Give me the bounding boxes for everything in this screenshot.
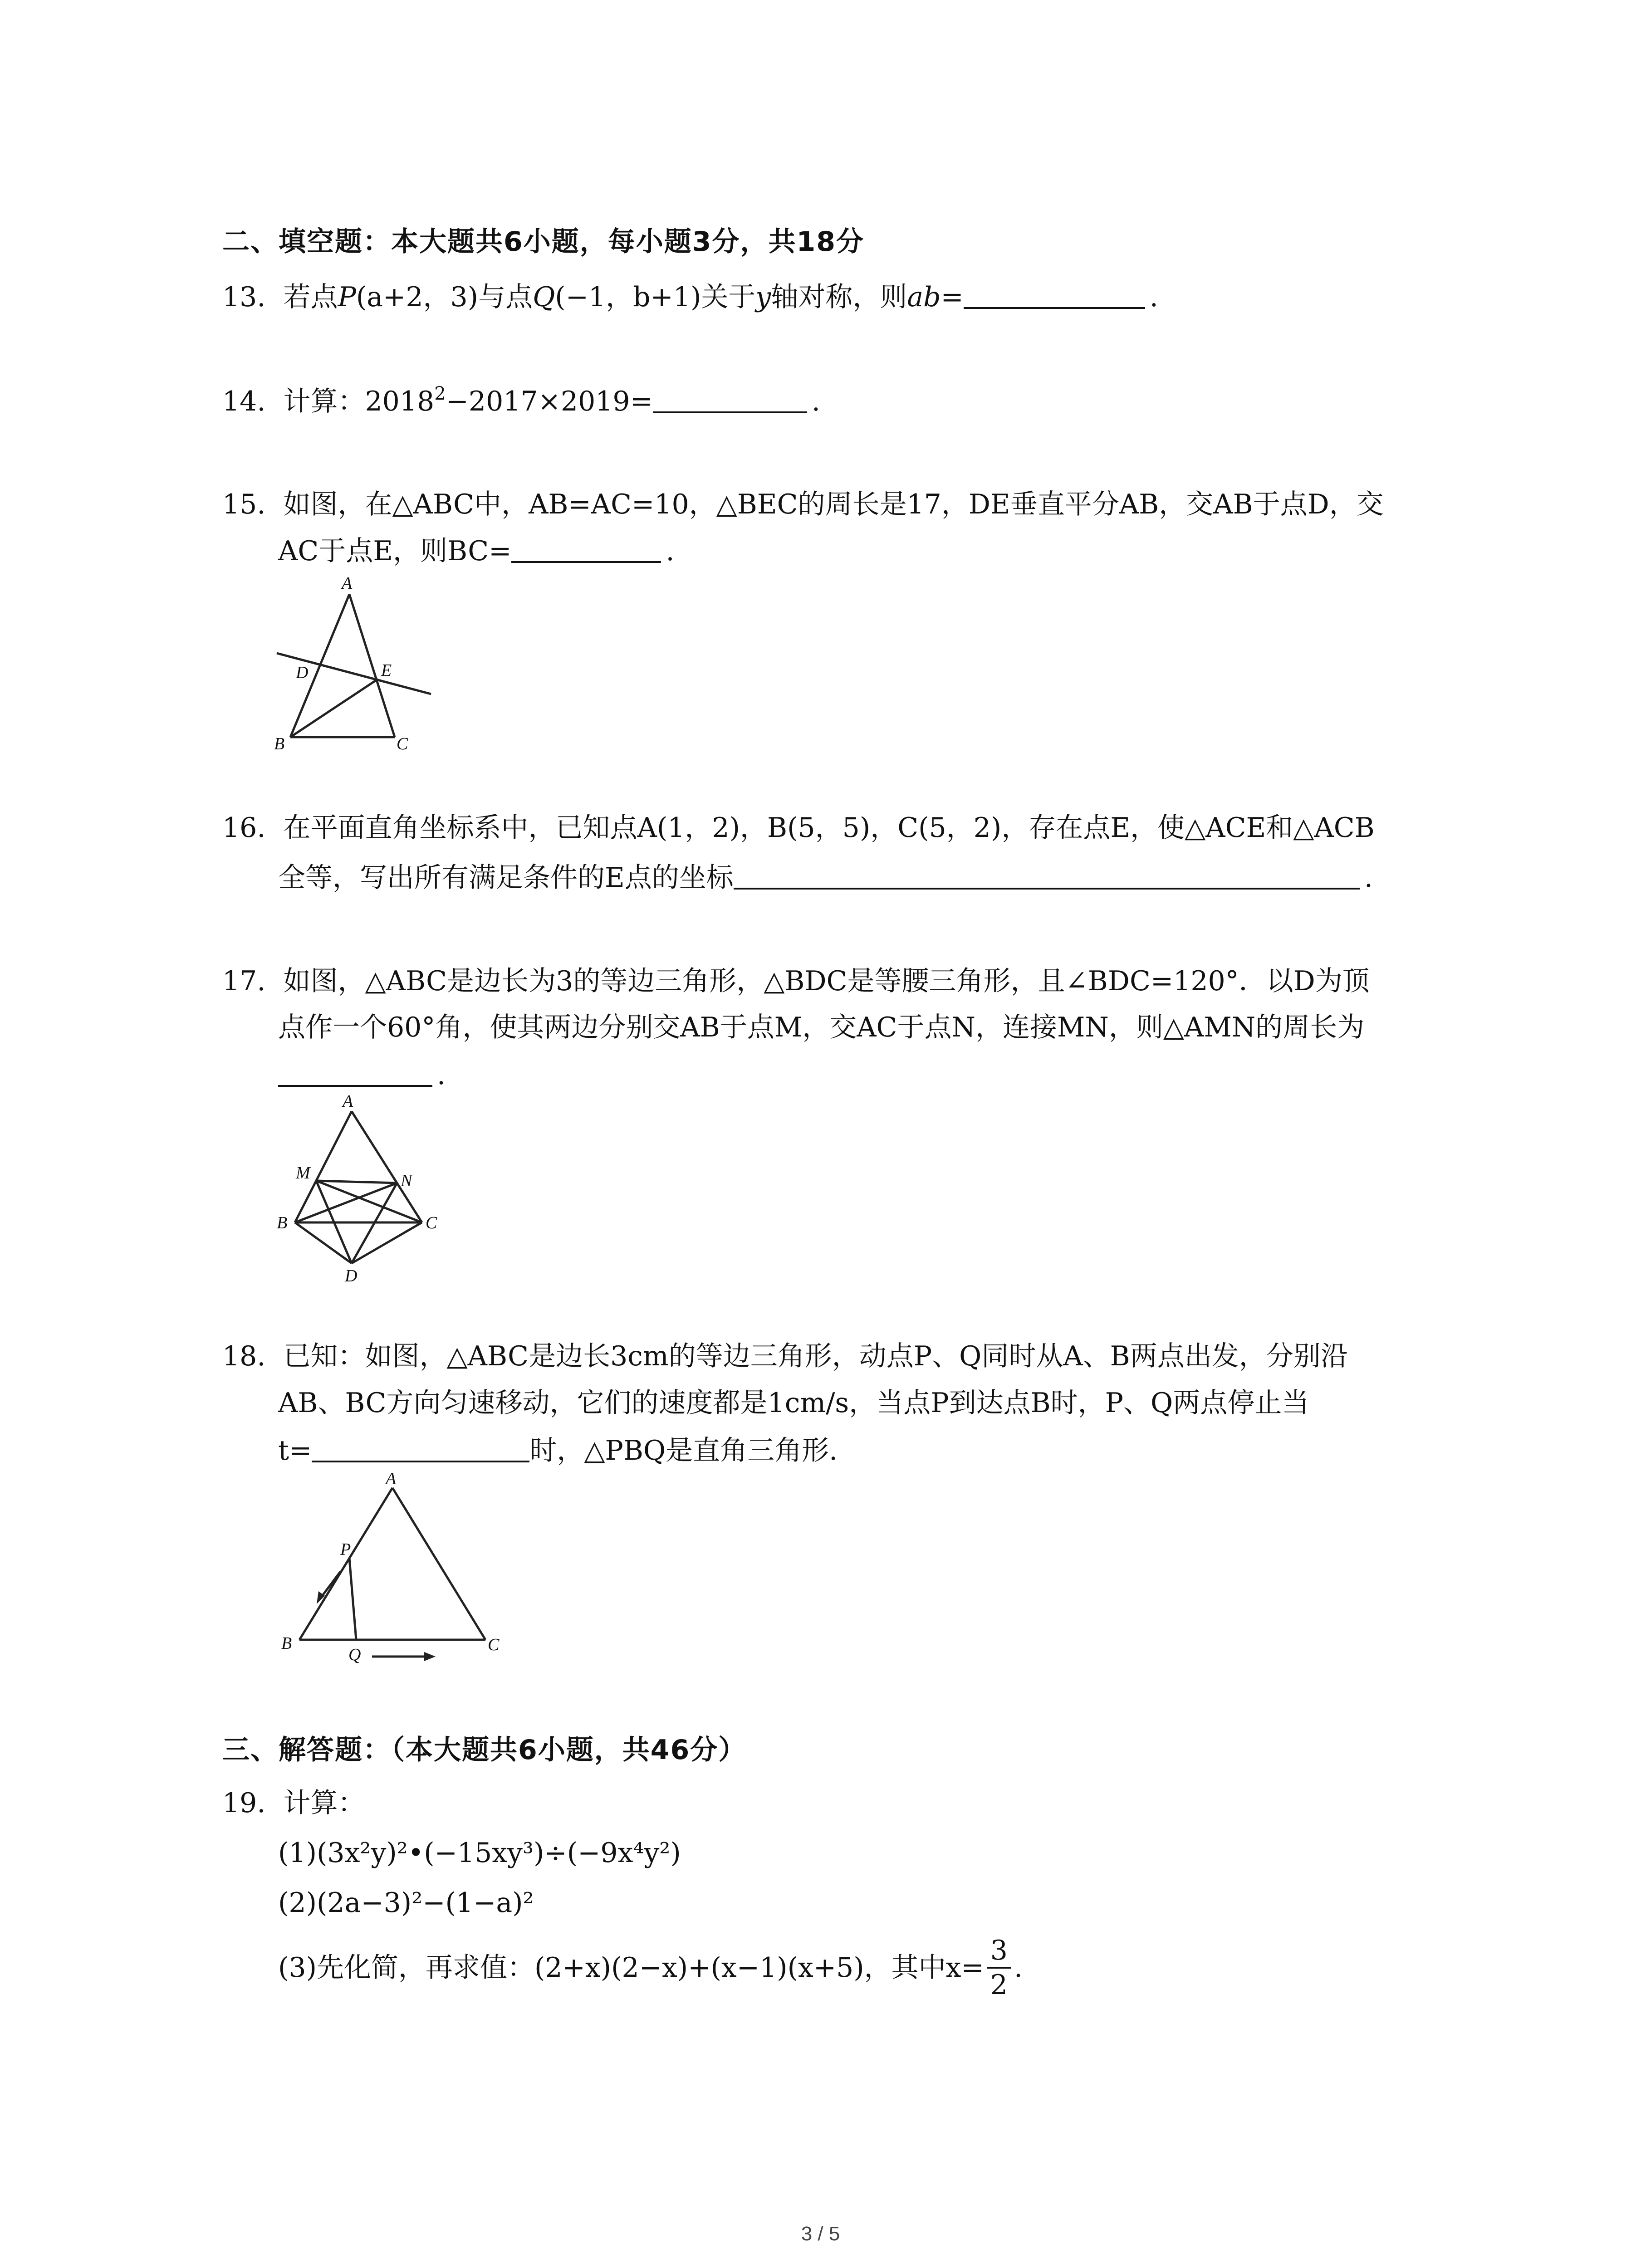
- q15-end: .: [666, 535, 675, 567]
- q16-line-2: 全等，写出所有满足条件的E点的坐标: [278, 862, 734, 894]
- q13-y: y: [755, 281, 771, 313]
- q17-label-c: C: [426, 1213, 437, 1232]
- q13-point-p: P: [338, 281, 356, 313]
- question-16-line-1: [222, 812, 1375, 844]
- q15-label-e: E: [381, 661, 392, 680]
- q18-label-p: P: [340, 1540, 351, 1559]
- q15-number: 15.: [222, 489, 266, 520]
- q14-end: .: [811, 386, 820, 417]
- q16-number: 16.: [222, 812, 266, 844]
- q15-label-b: B: [274, 734, 285, 753]
- q19-part-3: [278, 1937, 1023, 1999]
- answer-blank-15[interactable]: [511, 561, 661, 563]
- section-2-heading: 二、填空题：本大题共6小题，每小题3分，共18分: [222, 226, 864, 258]
- q19-part-3-text: (3)先化简，再求值：(2+x)(2−x)+(x−1)(x+5)，其中x=: [278, 1952, 984, 1984]
- question-17-line-3: [278, 1061, 446, 1089]
- q18-line-3: 时，△PBQ是直角三角形.: [529, 1435, 838, 1466]
- q19-title: 计算：: [283, 1787, 365, 1819]
- q13-p-coords: (a+2，3): [356, 281, 479, 313]
- q17-label-a: A: [343, 1092, 353, 1111]
- section-3-heading: 三、解答题：（本大题共6小题，共46分）: [222, 1734, 747, 1766]
- q19-fraction: [987, 1937, 1011, 1999]
- q13-ab: ab: [907, 281, 941, 313]
- q19-part-1: (1)(3x²y)²•(−15xy³)÷(−9x⁴y²): [278, 1837, 681, 1869]
- q17-label-d: D: [345, 1266, 358, 1286]
- q17-label-m: M: [296, 1163, 310, 1183]
- q13-end: .: [1149, 281, 1158, 313]
- q19-fraction-numerator: 3: [987, 1937, 1011, 1969]
- question-18-line-3: [278, 1437, 838, 1464]
- q19-part-3-end: .: [1014, 1952, 1023, 1984]
- q13-number: 13.: [222, 281, 266, 313]
- q15-line-1: 如图，在△ABC中，AB=AC=10，△BEC的周长是17，DE垂直平分AB，交AB于点D，交: [283, 489, 1384, 520]
- question-17-line-1: [222, 965, 1370, 997]
- q17-line-1: 如图，△ABC是边长为3的等边三角形，△BDC是等腰三角形，且∠BDC=120°．以D为顶: [283, 965, 1370, 997]
- q18-label-c: C: [488, 1635, 500, 1654]
- answer-blank-17[interactable]: [278, 1085, 432, 1087]
- q13-text-c: 关于: [701, 281, 756, 313]
- q17-number: 17.: [222, 965, 266, 997]
- question-19: [222, 1789, 365, 1817]
- q19-number: 19.: [222, 1787, 266, 1819]
- q15-line-2: AC于点E，则BC=: [278, 535, 512, 567]
- q18-line-1: 已知：如图，△ABC是边长3cm的等边三角形，动点P、Q同时从A、B两点出发，分别沿: [283, 1340, 1348, 1372]
- q13-q-coords: (−1，b+1): [555, 281, 701, 313]
- q18-number: 18.: [222, 1340, 266, 1372]
- q15-label-a: A: [342, 574, 353, 593]
- q15-label-c: C: [397, 734, 408, 753]
- q14-rest: −2017×2019=: [446, 386, 653, 417]
- q15-label-d: D: [296, 663, 309, 682]
- q16-line-1: 在平面直角坐标系中，已知点A(1，2)，B(5，5)，C(5，2)，存在点E，使△ACE和△ACB: [283, 812, 1375, 844]
- q17-label-n: N: [401, 1171, 412, 1190]
- q13-point-q: Q: [533, 281, 555, 313]
- q18-t-equals: t=: [278, 1435, 312, 1466]
- question-13: [222, 281, 1158, 313]
- q17-label-b: B: [277, 1213, 288, 1232]
- answer-blank-13[interactable]: [964, 307, 1145, 309]
- question-18-line-2: [278, 1389, 1309, 1417]
- q14-exponent: 2: [434, 383, 446, 404]
- q14-number: 14.: [222, 386, 266, 417]
- q13-eq: =: [941, 281, 964, 313]
- q13-text-b: 与点: [478, 281, 533, 313]
- q18-label-b: B: [281, 1634, 292, 1653]
- answer-blank-18[interactable]: [312, 1460, 529, 1462]
- q18-label-q: Q: [348, 1645, 361, 1664]
- q17-line-2: 点作一个60°角，使其两边分别交AB于点M，交AC于点N，连接MN，则△AMN的周长为: [278, 1012, 1365, 1043]
- question-18-line-1: [222, 1340, 1348, 1372]
- q19-part-2: (2)(2a−3)²−(1−a)²: [278, 1887, 534, 1919]
- q13-text-d: 轴对称，则: [771, 281, 907, 313]
- answer-blank-14[interactable]: [653, 411, 807, 413]
- question-17-line-2: [278, 1014, 1364, 1041]
- answer-blank-16[interactable]: [734, 887, 1360, 890]
- q17-end: .: [437, 1059, 446, 1091]
- q18-label-a: A: [386, 1470, 397, 1488]
- q13-text-a: 若点: [283, 281, 338, 313]
- q16-end: .: [1364, 862, 1373, 894]
- q19-fraction-denominator: 2: [990, 1969, 1008, 2001]
- question-15-line-1: [222, 491, 1384, 518]
- q14-text: 计算：2018: [283, 386, 435, 417]
- question-14: [222, 383, 820, 417]
- figure-q15-triangle: [268, 572, 449, 753]
- question-16-line-2: [278, 862, 1373, 894]
- question-15-line-2: [278, 535, 675, 567]
- q18-line-2: AB、BC方向匀速移动，它们的速度都是1cm/s，当点P到达点B时，P、Q两点停止当: [278, 1387, 1309, 1419]
- page-number: 3 / 5: [801, 2223, 840, 2245]
- figure-q17-triangles: [268, 1089, 458, 1288]
- figure-q18-triangle: [268, 1470, 522, 1678]
